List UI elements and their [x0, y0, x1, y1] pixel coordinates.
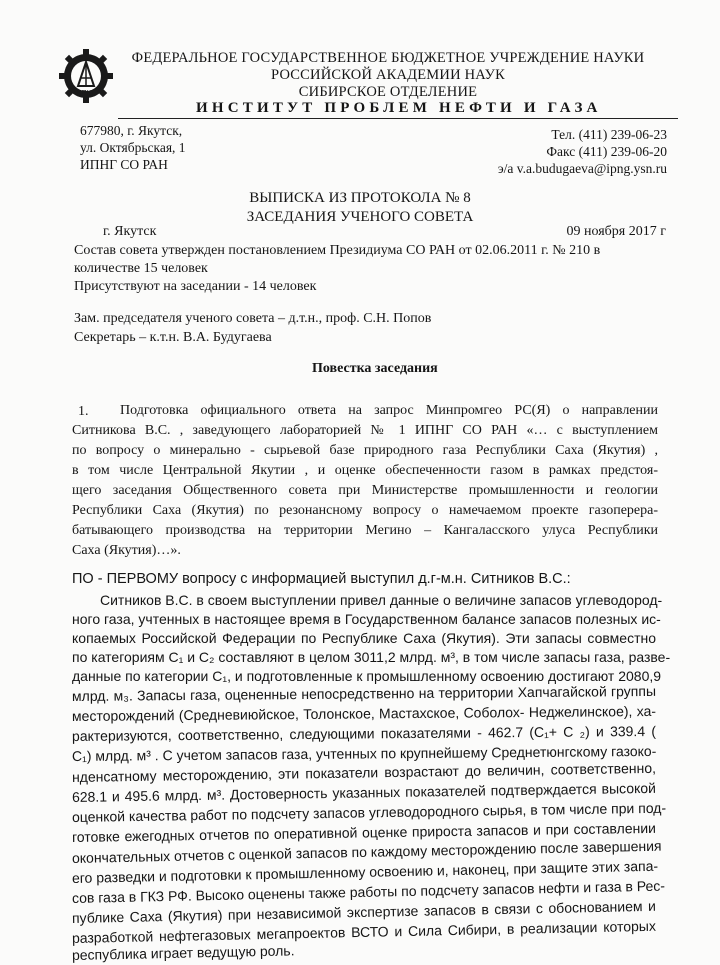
speech-line: оценкой качества работ по подсчету запасов углеводородного сырья, в том числе при под- — [71, 799, 667, 825]
doc-title-2: ЗАСЕДАНИЯ УЧЕНОГО СОВЕТА — [246, 209, 474, 225]
logo-lettering: ИПНГ — [76, 90, 96, 97]
address-line-2: ул. Октябрьская, 1 — [80, 140, 186, 155]
institute-name: ИНСТИТУТ ПРОБЛЕМ НЕФТИ И ГАЗА — [196, 100, 602, 116]
phone-number: Тел. (411) 239-06-23 — [551, 127, 667, 142]
org-line-1: ФЕДЕРАЛЬНОЕ ГОСУДАРСТВЕННОЕ БЮДЖЕТНОЕ УЧРЕЖДЕНИЕ НАУКИ — [131, 50, 645, 66]
email-address[interactable]: э/а v.a.budugaeva@ipng.ysn.ru — [497, 161, 667, 176]
doc-title-1: ВЫПИСКА ИЗ ПРОТОКОЛА № 8 — [249, 190, 471, 206]
agenda-line: Саха (Якутия)…». — [72, 543, 181, 558]
speech-line: его разведки и подготовки к промышленному освоению и, наконец, при защите этих запа- — [71, 857, 659, 886]
speech-line: данные по категории С₁, и подготовленные к промышленному освоению достигают 2080,9 — [72, 668, 662, 684]
institute-logo-icon — [58, 48, 114, 104]
agenda-line: по вопросу о минерально - сырьевой базе природного газа Республики Саха (Якутия) , — [72, 443, 658, 458]
speech-line: копаемых Российской Федерации по Республике Саха (Якутия). Эти запасы совместно — [72, 630, 656, 646]
address-line-1: 677980, г. Якутск, — [80, 123, 183, 138]
agenda-line: в том числе Центральной Якутии , и оценке обеспеченности газом в рамках предстоя- — [72, 463, 658, 478]
speech-intro: ПО - ПЕРВОМУ вопросу с информацией выступил д.г-м.н. Ситников В.С.: — [72, 571, 571, 587]
speech-line: Ситников В.С. в своем выступлении привел данные о величине запасов углеводород- — [100, 592, 663, 608]
speech-line: готовке ежегодных отчетов по оперативной оценке прироста запасов и при составлении — [71, 819, 657, 845]
agenda-title: Повестка заседания — [312, 361, 438, 376]
speech-line: 628.1 и 495.6 млрд. м³. Достоверность указанных показателей подтверждается высокой — [71, 779, 657, 805]
speech-line: публике Саха (Якутия) при независимой экспертизе запасов в связи с обоснованием и — [71, 897, 657, 926]
speech-line: нденсатному месторождению, эти показатели возрастают до величин, соответственно, — [71, 759, 657, 785]
doc-date: 09 ноября 2017 г — [566, 224, 666, 239]
fax-number: Факс (411) 239-06-20 — [546, 144, 667, 159]
agenda-line: Ситникова В.С. , заведующего лабораторией № 1 ИПНГ СО РАН «… с выступлением — [72, 423, 658, 438]
speech-line: ного газа, учтенных в настоящее время в Государственном балансе запасов полезных ис- — [72, 611, 661, 627]
present-count: Присутствуют на заседании - 14 человек — [74, 279, 317, 294]
agenda-line: Подготовка официального ответа на запрос Минпромгео РС(Я) о направлении — [120, 403, 658, 418]
doc-city: г. Якутск — [103, 224, 157, 239]
speech-line: млрд. м₃. Запасы газа, оцененные непосредственно на территории Хапчагайской группы — [71, 682, 657, 704]
composition-line-1: Состав совета утвержден постановлением Президиума СО РАН от 02.06.2011 г. № 210 в — [74, 243, 601, 258]
secretary: Секретарь – к.т.н. В.А. Будугаева — [74, 330, 272, 345]
speech-line: республика играет ведущую роль. — [71, 942, 295, 963]
composition-line-2: количестве 15 человек — [74, 261, 208, 276]
speech-line: месторождений (Средневиюйское, Толонское, Мастахское, Соболох- Неджелинское), ха- — [71, 702, 657, 724]
org-line-3: СИБИРСКОЕ ОТДЕЛЕНИЕ — [298, 84, 478, 100]
agenda-item-number: 1. — [78, 404, 89, 419]
speech-line: сов газа в ГКЗ РФ. Высоко оценены также работы по подсчету запасов нефти и газа в Рес- — [71, 877, 666, 906]
org-line-2: РОССИЙСКОЙ АКАДЕМИИ НАУК — [271, 67, 505, 83]
agenda-line: Республики Саха (Якутия) по резонансному вопросу о намечаемом проекте газоперера- — [72, 503, 658, 518]
agenda-line: щего заседания Общественного совета при Министерстве промышленности и геологии — [72, 483, 658, 498]
speech-line: С₁) млрд. м³ . С учетом запасов газа, учтенных по крупнейшему Среднетюнгскому газоко- — [71, 742, 657, 764]
deputy-chair: Зам. председателя ученого совета – д.т.н., проф. С.Н. Попов — [74, 311, 432, 326]
header-divider — [118, 118, 678, 119]
speech-line: по категориям С₁ и С₂ составляют в целом 3011,2 млрд. м³, в том числе запасы газа, разве- — [72, 649, 671, 665]
speech-line: окончательных отчетов с оценкой запасов по каждому месторождению после завершения — [71, 837, 662, 866]
speech-line: разработкой нефтегазовых мегапроектов ВСТО и Сила Сибири, в реализации которых — [71, 917, 657, 946]
speech-line: рактеризуются, соответственно, следующими показателями - 462.7 (С₁+ С ₂) и 339.4 ( — [71, 722, 657, 744]
agenda-line: батывающего производства на территории Мегино – Кангаласского улуса Республики — [72, 523, 658, 538]
address-line-3: ИПНГ СО РАН — [80, 157, 168, 172]
